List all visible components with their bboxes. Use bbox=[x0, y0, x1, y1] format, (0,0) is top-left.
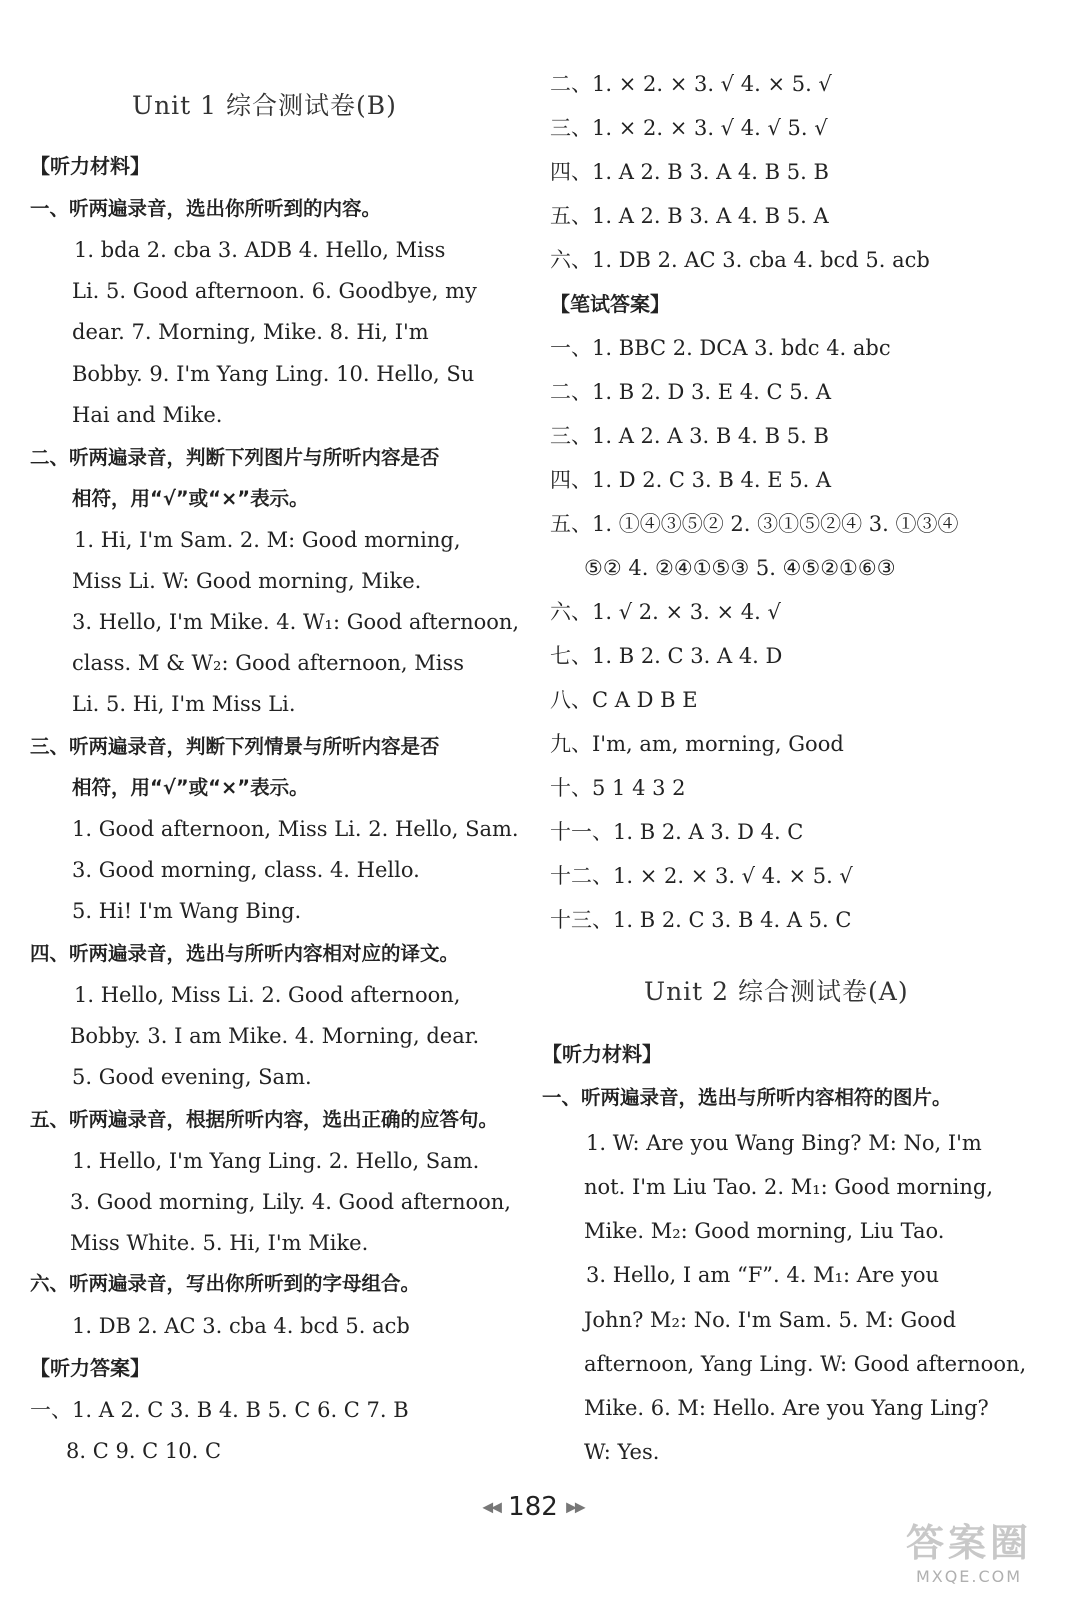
question-heading: 一、听两遍录音，选出与所听内容相符的图片。 bbox=[542, 1086, 952, 1109]
answer-line: 四、1. D 2. C 3. B 4. E 5. A bbox=[550, 468, 832, 492]
question-heading: 相符，用“√”或“×”表示。 bbox=[72, 776, 309, 799]
unit1-title: Unit 1 综合测试卷(B) bbox=[132, 91, 397, 120]
text-line: 1. Hello, I'm Yang Ling. 2. Hello, Sam. bbox=[72, 1149, 480, 1173]
answer-line: 二、1. B 2. D 3. E 4. C 5. A bbox=[550, 380, 832, 404]
answer-line: 8. C 9. C 10. C bbox=[66, 1439, 222, 1463]
answer-line: 一、1. A 2. C 3. B 4. B 5. C 6. C 7. B bbox=[30, 1398, 409, 1422]
answer-line: 六、1. DB 2. AC 3. cba 4. bcd 5. acb bbox=[550, 248, 930, 272]
text-line: 3. Good morning, Lily. 4. Good afternoon, bbox=[70, 1190, 511, 1214]
text-line: not. I'm Liu Tao. 2. M₁: Good morning, bbox=[584, 1175, 994, 1199]
text-line: Mike. M₂: Good morning, Liu Tao. bbox=[584, 1219, 945, 1243]
answer-line: 七、1. B 2. C 3. A 4. D bbox=[550, 644, 783, 668]
text-line: Bobby. 3. I am Mike. 4. Morning, dear. bbox=[70, 1024, 480, 1048]
text-line: 1. DB 2. AC 3. cba 4. bcd 5. acb bbox=[72, 1314, 410, 1338]
answer-line: 三、1. A 2. A 3. B 4. B 5. B bbox=[550, 424, 829, 448]
text-line: 3. Hello, I'm Mike. 4. W₁: Good afternoon, bbox=[72, 610, 520, 634]
question-heading: 相符，用“√”或“×”表示。 bbox=[72, 487, 309, 510]
answer-line: 九、I'm, am, morning, Good bbox=[550, 732, 844, 756]
answer-line: 三、1. × 2. × 3. √ 4. √ 5. √ bbox=[550, 116, 828, 140]
text-line: 1. W: Are you Wang Bing? M: No, I'm bbox=[586, 1131, 982, 1155]
text-line: 5. Hi! I'm Wang Bing. bbox=[72, 899, 302, 923]
text-line: 1. Hello, Miss Li. 2. Good afternoon, bbox=[74, 983, 461, 1007]
section-heading: 【听力材料】 bbox=[30, 154, 150, 178]
answer-line: 八、C A D B E bbox=[550, 688, 698, 712]
question-heading: 四、听两遍录音，选出与所听内容相对应的译文。 bbox=[30, 942, 460, 965]
answer-line: 五、1. A 2. B 3. A 4. B 5. A bbox=[550, 204, 829, 228]
answer-line: 十、5 1 4 3 2 bbox=[550, 776, 686, 800]
question-heading: 五、听两遍录音，根据所听内容，选出正确的应答句。 bbox=[30, 1108, 499, 1131]
text-line: Li. 5. Hi, I'm Miss Li. bbox=[72, 692, 296, 716]
next-page-arrows-icon: ▶▶ bbox=[566, 1499, 584, 1516]
watermark-site: MXQE.COM bbox=[915, 1567, 1023, 1586]
text-line: 1. Good afternoon, Miss Li. 2. Hello, Sam. bbox=[72, 817, 519, 841]
answer-line: 十一、1. B 2. A 3. D 4. C bbox=[550, 820, 804, 844]
watermark-logo: 答案圈 bbox=[905, 1521, 1032, 1565]
answer-line: 六、1. √ 2. × 3. × 4. √ bbox=[550, 600, 781, 624]
section-heading: 【听力答案】 bbox=[30, 1356, 150, 1380]
text-line: Li. 5. Good afternoon. 6. Goodbye, my bbox=[72, 279, 477, 303]
text-line: Hai and Mike. bbox=[72, 403, 223, 427]
section-heading: 【笔试答案】 bbox=[550, 292, 670, 316]
text-line: Miss Li. W: Good morning, Mike. bbox=[72, 569, 422, 593]
text-line: afternoon, Yang Ling. W: Good afternoon, bbox=[584, 1352, 1027, 1376]
text-line: 5. Good evening, Sam. bbox=[72, 1065, 312, 1089]
text-line: class. M & W₂: Good afternoon, Miss bbox=[72, 651, 465, 675]
text-line: 1. Hi, I'm Sam. 2. M: Good morning, bbox=[74, 528, 461, 552]
answer-line: 五、1. ①④③⑤② 2. ③①⑤②④ 3. ①③④ bbox=[550, 512, 959, 536]
answer-line: 二、1. × 2. × 3. √ 4. × 5. √ bbox=[550, 72, 832, 96]
text-line: Miss White. 5. Hi, I'm Mike. bbox=[70, 1231, 369, 1255]
unit2-title: Unit 2 综合测试卷(A) bbox=[644, 977, 909, 1006]
section-heading: 【听力材料】 bbox=[542, 1042, 662, 1066]
answer-line: 一、1. BBC 2. DCA 3. bdc 4. abc bbox=[550, 336, 891, 360]
page-number: 182 bbox=[508, 1492, 558, 1522]
text-line: 1. bda 2. cba 3. ADB 4. Hello, Miss bbox=[74, 238, 446, 262]
site-watermark bbox=[894, 1512, 1044, 1586]
question-heading: 二、听两遍录音，判断下列图片与所听内容是否 bbox=[30, 446, 440, 469]
answer-line: 十三、1. B 2. C 3. B 4. A 5. C bbox=[550, 908, 852, 932]
text-line: Bobby. 9. I'm Yang Ling. 10. Hello, Su bbox=[72, 362, 475, 386]
answer-line: 四、1. A 2. B 3. A 4. B 5. B bbox=[550, 160, 829, 184]
text-line: Mike. 6. M: Hello. Are you Yang Ling? bbox=[584, 1396, 989, 1420]
text-line: 3. Good morning, class. 4. Hello. bbox=[72, 858, 420, 882]
text-line: dear. 7. Morning, Mike. 8. Hi, I'm bbox=[72, 320, 429, 344]
text-line: W: Yes. bbox=[584, 1440, 660, 1464]
text-line: 3. Hello, I am “F”. 4. M₁: Are you bbox=[586, 1263, 940, 1287]
text-line: John? M₂: No. I'm Sam. 5. M: Good bbox=[584, 1308, 957, 1332]
answer-line: 十二、1. × 2. × 3. √ 4. × 5. √ bbox=[550, 864, 853, 888]
question-heading: 三、听两遍录音，判断下列情景与所听内容是否 bbox=[30, 735, 440, 758]
answer-line: ⑤② 4. ②④①⑤③ 5. ④⑤②①⑥③ bbox=[584, 556, 896, 580]
question-heading: 一、听两遍录音，选出你所听到的内容。 bbox=[30, 197, 382, 220]
prev-page-arrows-icon: ◀◀ bbox=[482, 1499, 500, 1516]
question-heading: 六、听两遍录音，写出你所听到的字母组合。 bbox=[30, 1272, 421, 1295]
